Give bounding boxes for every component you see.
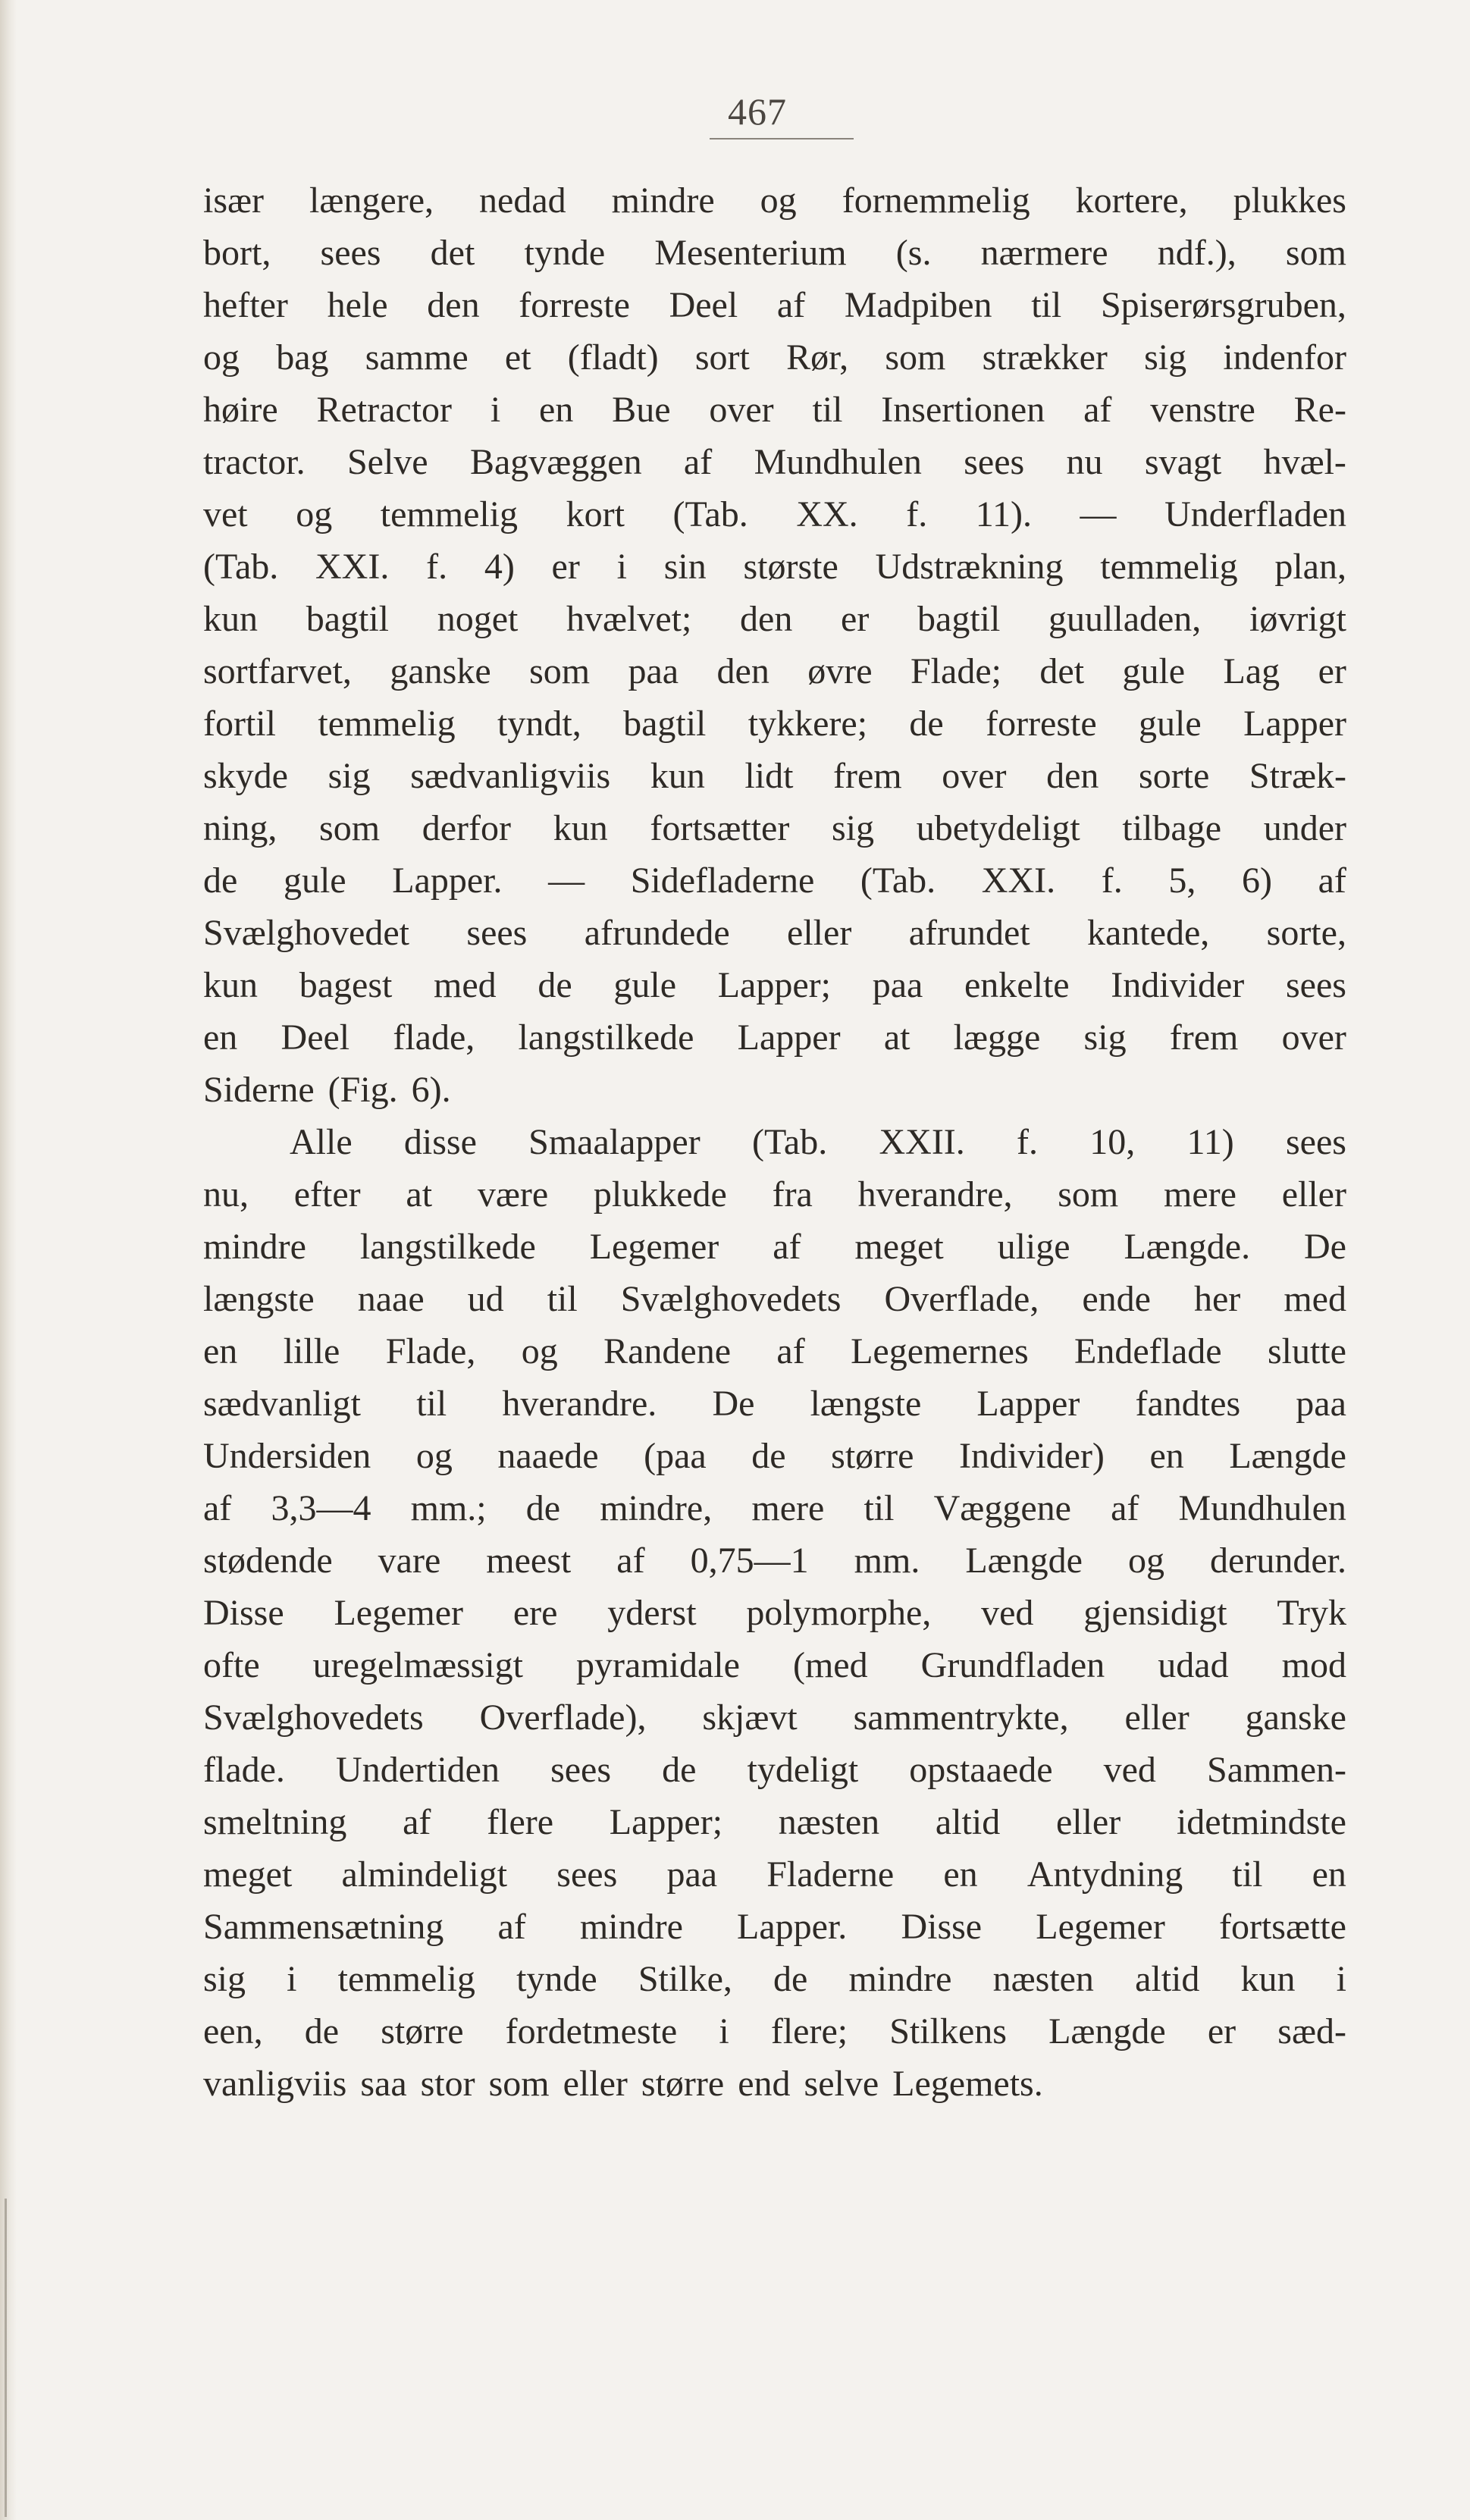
text-line: hefter hele den forreste Deel af Madpiben til Spiserørsgruben, [203,285,1346,325]
text-line: sig i temmelig tynde Stilke, de mindre næsten altid kun i [203,1959,1346,1999]
text-line: en lille Flade, og Randene af Legemernes Endeflade slutte [203,1331,1346,1371]
text-line: Disse Legemer ere yderst polymorphe, ved gjensidigt Tryk [203,1593,1346,1633]
text-line: Alle disse Smaalapper (Tab. XXII. f. 10, 11) sees [290,1122,1346,1162]
text-line: vet og temmelig kort (Tab. XX. f. 11). — Underfladen [203,494,1346,534]
text-line: (Tab. XXI. f. 4) er i sin største Udstrækning temmelig plan, [203,547,1346,587]
text-line: sædvanligt til hverandre. De længste Lapper fandtes paa [203,1384,1346,1424]
text-line: de gule Lapper. — Sidefladerne (Tab. XXI. f. 5, 6) af [203,860,1346,901]
text-line: nu, efter at være plukkede fra hverandre, som mere eller [203,1174,1346,1215]
text-line: og bag samme et (fladt) sort Rør, som strækker sig indenfor [203,337,1346,378]
text-line: ofte uregelmæssigt pyramidale (med Grundfladen udad mod [203,1645,1346,1685]
page-edge-shadow [0,0,17,2520]
text-line: Sammensætning af mindre Lapper. Disse Legemer fortsætte [203,1907,1346,1947]
text-line: fortil temmelig tyndt, bagtil tykkere; de forreste gule Lapper [203,704,1346,744]
text-line: en Deel flade, langstilkede Lapper at lægge sig frem over [203,1017,1346,1058]
text-line: skyde sig sædvanligviis kun lidt frem over den sorte Stræk- [203,756,1346,796]
text-line: vanligviis saa stor som eller større end selve Legemets. [203,2064,1043,2104]
text-line: Siderne (Fig. 6). [203,1070,451,1110]
text-line: kun bagtil noget hvælvet; den er bagtil guulladen, iøvrigt [203,599,1346,639]
text-line: Svælghovedets Overflade), skjævt sammentrykte, eller ganske [203,1697,1346,1738]
text-line: tractor. Selve Bagvæggen af Mundhulen sees nu svagt hvæl- [203,442,1346,482]
text-line: især længere, nedad mindre og fornemmelig kortere, plukkes [203,180,1346,221]
text-line: mindre langstilkede Legemer af meget ulige Længde. De [203,1227,1346,1267]
text-line: smeltning af flere Lapper; næsten altid eller idetmindste [203,1802,1346,1842]
text-line: sortfarvet, ganske som paa den øvre Flade; det gule Lag er [203,651,1346,691]
margin-mark [5,2199,7,2517]
text-line: bort, sees det tynde Mesenterium (s. nærmere ndf.), som [203,233,1346,273]
text-line: høire Retractor i en Bue over til Insertionen af venstre Re- [203,390,1346,430]
text-line: Undersiden og naaede (paa de større Individer) en Længde [203,1436,1346,1476]
text-line: een, de større fordetmeste i flere; Stilkens Længde er sæd- [203,2011,1346,2051]
text-line: meget almindeligt sees paa Fladerne en Antydning til en [203,1854,1346,1895]
text-line: ning, som derfor kun fortsætter sig ubetydeligt tilbage under [203,808,1346,848]
text-line: Svælghovedet sees afrundede eller afrundet kantede, sorte, [203,913,1346,953]
body-text [203,174,1346,2110]
text-line: af 3,3—4 mm.; de mindre, mere til Væggene af Mundhulen [203,1488,1346,1528]
text-line: kun bagest med de gule Lapper; paa enkelte Individer sees [203,965,1346,1005]
text-line: længste naae ud til Svælghovedets Overflade, ende her med [203,1279,1346,1319]
page-number: 467 [728,90,787,133]
text-line: stødende vare meest af 0,75—1 mm. Længde og derunder. [203,1541,1346,1581]
text-line: flade. Undertiden sees de tydeligt opstaaede ved Sammen- [203,1750,1346,1790]
page-number-underline [710,138,854,139]
